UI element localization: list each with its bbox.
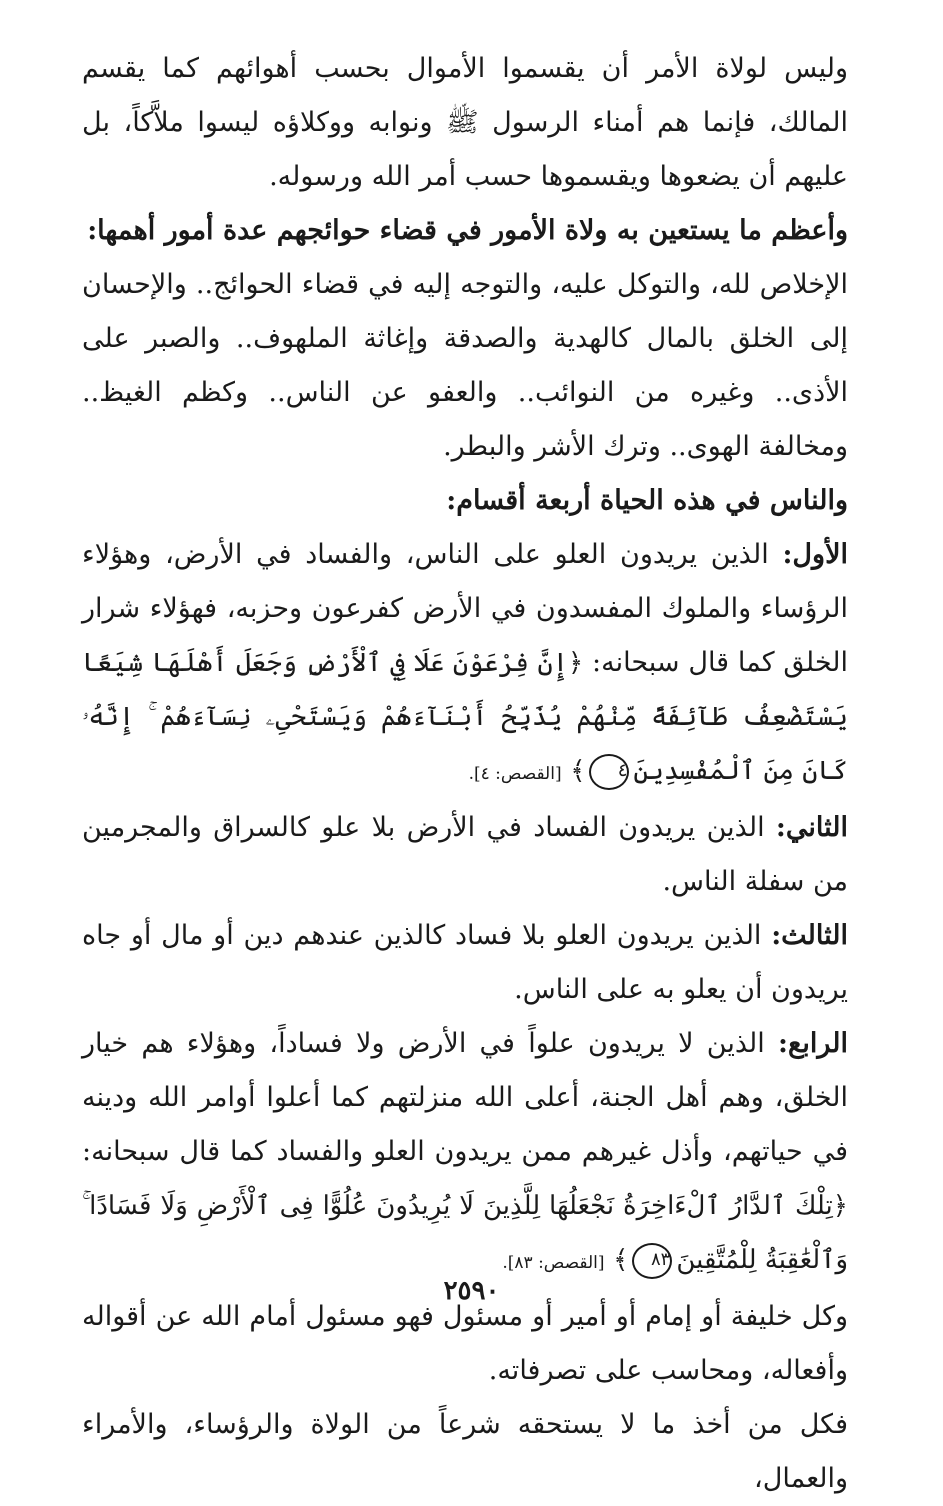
paragraph-category-fourth	[82, 1017, 848, 1290]
paragraph-unlawful-taking: فكل من أخذ ما لا يستحقه شرعاً من الولاة والرؤساء، والأمراء والعمال،	[82, 1409, 848, 1494]
category-first-label: الأول:	[782, 539, 848, 570]
page-number: ٢٥٩٠	[443, 1276, 500, 1306]
quran-close-bracket: ﴾	[570, 756, 586, 786]
category-third-text: الذين يريدون العلو بلا فساد كالذين عندهم دين أو مال أو جاه يريدون أن يعلو به على الناس.	[82, 920, 848, 1005]
category-fourth-text: الذين لا يريدون علواً في الأرض ولا فساداً، وهؤلاء هم خيار الخلق، وهم أهل الجنة، أعلى الله منزلتهم كما أعلوا أوامر الله ودينه في حياتهم، وأذل غيرهم ممن يريدون العلو والفساد كما قال سبحانه:	[82, 1028, 848, 1167]
verse-reference: [القصص: ٤].	[468, 764, 562, 784]
ayah-number-marker: ٨٣	[632, 1243, 672, 1279]
verse-reference: [القصص: ٨٣].	[502, 1253, 605, 1273]
paragraph-category-third	[82, 909, 848, 1017]
category-second-label: الثاني:	[775, 812, 848, 843]
category-third-label: الثالث:	[771, 920, 848, 951]
category-fourth-label: الرابع:	[778, 1028, 848, 1059]
quran-close-bracket: ﴾	[613, 1245, 629, 1275]
paragraph-category-first	[82, 528, 848, 801]
category-first-text: الذين يريدون العلو على الناس، والفساد في الأرض، وهؤلاء الرؤساء والملوك المفسدون في الأرض كفرعون وحزبه، فهؤلاء شرار الخلق كما قال سبحانه:	[82, 539, 848, 678]
quran-verse-qasas-83: ﴿تِلْكَ ٱلدَّارُ ٱلْءَاخِرَةُ نَجْعَلُهَا لِلَّذِينَ لَا يُرِيدُونَ عُلُوًّا فِى ٱلْأَرْضِ وَلَا فَسَادًا ۚ وَٱلْعَٰقِبَةُ لِلْمُتَّقِينَ	[82, 1191, 848, 1275]
paragraph-category-second	[82, 801, 848, 909]
category-second-text: الذين يريدون الفساد في الأرض بلا علو كالسراق والمجرمين من سفلة الناس.	[82, 812, 848, 897]
quran-verse-qasas-4: ﴿إِنَّ فِرْعَوْنَ عَلَا فِي ٱلْأَرْضِ وَجَعَلَ أَهْلَهَا شِيَعًا يَسْتَضْعِفُ طَآئِفَةً مِّنْهُمْ يُذَبِّحُ أَبْنَآءَهُمْ وَيَسْتَحْىِۦ نِسَآءَهُمْ ۚ إِنَّهُۥ كَانَ مِنَ ٱلْمُفْسِدِينَ	[82, 648, 848, 786]
paragraph-means-list: الإخلاص لله، والتوكل عليه، والتوجه إليه في قضاء الحوائج.. والإحسان إلى الخلق بالمال كالهدية والصدقة وإغاثة الملهوف.. والصبر على الأذى.. وغيره من النوائب.. والعفو عن الناس.. وكظم الغيظ.. ومخالفة الهوى.. وترك الأشر والبطر.	[82, 269, 848, 462]
paragraph-rulers-trust: وليس لولاة الأمر أن يقسموا الأموال بحسب أهوائهم كما يقسم المالك، فإنما هم أمناء الرسول ﷺ ونوابه ووكلاؤه ليسوا ملاَّكاً، بل عليهم أن يضعوها ويقسموها حسب أمر الله ورسوله.	[82, 53, 848, 192]
ayah-number-marker: ٤	[589, 754, 629, 790]
paragraph-accountability: وكل خليفة أو إمام أو أمير أو مسئول فهو مسئول أمام الله عن أقواله وأفعاله، ومحاسب على تصرفاته.	[82, 1301, 848, 1386]
heading-four-categories: والناس في هذه الحياة أربعة أقسام:	[446, 485, 848, 516]
heading-means-of-help: وأعظم ما يستعين به ولاة الأمور في قضاء حوائجهم عدة أمور أهمها:	[87, 215, 848, 246]
